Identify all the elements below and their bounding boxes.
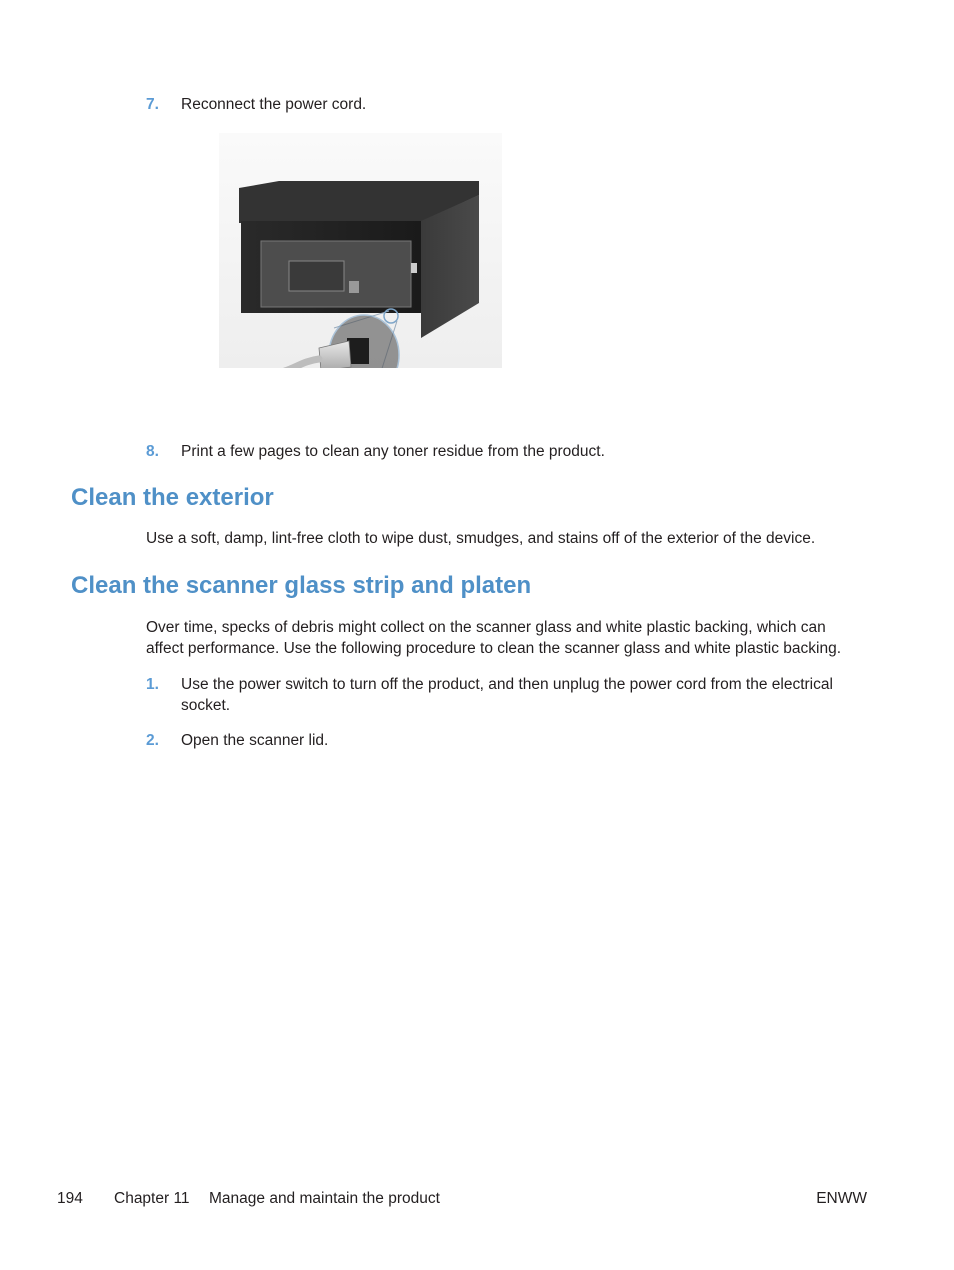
step-text: Open the scanner lid.: [181, 732, 329, 749]
footer-enww: ENWW: [816, 1190, 867, 1207]
section-heading-scanner-glass: Clean the scanner glass strip and platen: [71, 572, 532, 599]
page-number: 194: [57, 1190, 83, 1207]
step-number: 8.: [146, 443, 159, 460]
footer-chapter-title: Manage and maintain the product: [209, 1190, 440, 1207]
section-body-exterior: Use a soft, damp, lint-free cloth to wipe dust, smudges, and stains off of the exterior of the device.: [146, 530, 816, 547]
step-number: 7.: [146, 96, 159, 113]
footer-chapter: Chapter 11: [114, 1190, 190, 1207]
section-heading-exterior: Clean the exterior: [71, 484, 274, 511]
step-number: 2.: [146, 732, 159, 749]
power-cord-illustration: [219, 133, 502, 368]
step-number: 1.: [146, 676, 159, 693]
step-text: Print a few pages to clean any toner residue from the product.: [181, 443, 605, 460]
section-body-scanner-glass: Over time, specks of debris might collect on the scanner glass and white plastic backing, which can affect performance. Use the following procedure to clean the scanner glass and white plastic backing.: [146, 619, 842, 657]
step-text: Reconnect the power cord.: [181, 96, 367, 113]
step-text: Use the power switch to turn off the product, and then unplug the power cord from the electrical socket.: [181, 676, 833, 714]
